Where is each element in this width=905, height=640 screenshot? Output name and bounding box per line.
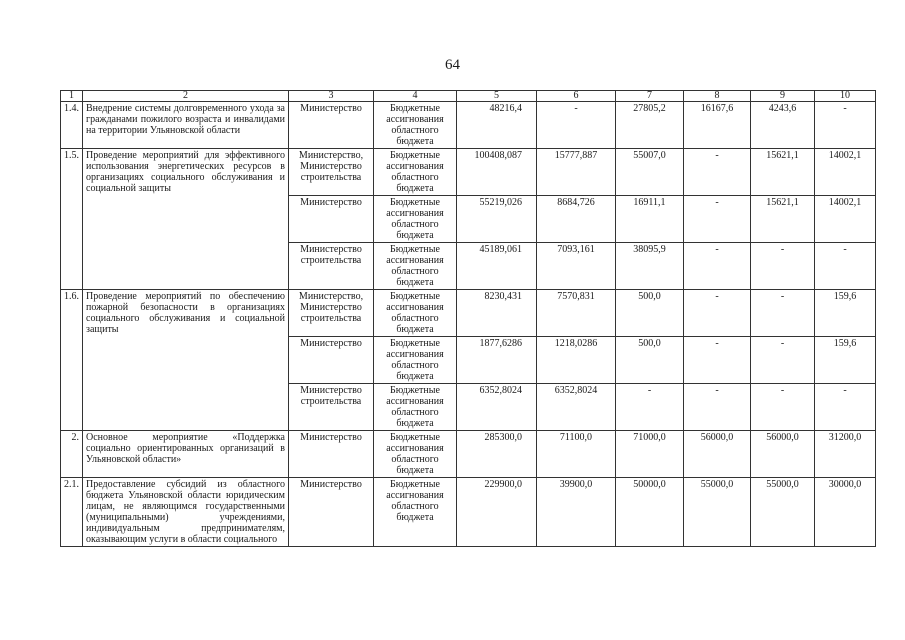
value-year: 55000,0: [751, 478, 815, 547]
table-row: [61, 149, 876, 196]
funding-source-cell: Бюджетные ассигнования областного бюджета: [374, 243, 457, 290]
executor-cell: Министерство, Министерство строительства: [289, 290, 374, 337]
value-year: -: [751, 290, 815, 337]
column-header: 5: [457, 91, 537, 102]
page-number: 64: [445, 57, 460, 73]
column-header: 7: [616, 91, 684, 102]
funding-source-cell: Бюджетные ассигнования областного бюджета: [374, 290, 457, 337]
column-header: 10: [815, 91, 876, 102]
value-year: -: [815, 102, 876, 149]
row-number: 2.1.: [61, 478, 83, 547]
row-number: 1.6.: [61, 290, 83, 431]
measure-name: Проведение мероприятий по обеспечению пожарной безопасности в организациях социального обслуживания и социальной защиты: [83, 290, 289, 431]
funding-source-cell: Бюджетные ассигнования областного бюджета: [374, 337, 457, 384]
value-year: 16167,6: [684, 102, 751, 149]
value-year: 16911,1: [616, 196, 684, 243]
value-year: 8684,726: [537, 196, 616, 243]
executor-cell: Министерство: [289, 337, 374, 384]
value-year: 31200,0: [815, 431, 876, 478]
funding-source-cell: Бюджетные ассигнования областного бюджета: [374, 102, 457, 149]
table-row: [61, 290, 876, 337]
table-row: [61, 478, 876, 547]
executor-cell: Министерство: [289, 102, 374, 149]
column-number-row: [61, 91, 876, 102]
value-year: 71000,0: [616, 431, 684, 478]
table-body: [61, 91, 876, 547]
funding-source-cell: Бюджетные ассигнования областного бюджета: [374, 478, 457, 547]
value-year: -: [684, 196, 751, 243]
row-number: 1.4.: [61, 102, 83, 149]
executor-cell: Министерство: [289, 196, 374, 243]
value-total: 1877,6286: [457, 337, 537, 384]
value-year: -: [537, 102, 616, 149]
value-total: 285300,0: [457, 431, 537, 478]
column-header: 9: [751, 91, 815, 102]
value-year: 4243,6: [751, 102, 815, 149]
executor-cell: Министерство, Министерство строительства: [289, 149, 374, 196]
value-year: 50000,0: [616, 478, 684, 547]
value-year: 500,0: [616, 290, 684, 337]
value-year: -: [815, 384, 876, 431]
value-year: 39900,0: [537, 478, 616, 547]
value-year: -: [616, 384, 684, 431]
value-year: 15777,887: [537, 149, 616, 196]
value-total: 45189,061: [457, 243, 537, 290]
value-year: 71100,0: [537, 431, 616, 478]
value-year: 7570,831: [537, 290, 616, 337]
funding-source-cell: Бюджетные ассигнования областного бюджета: [374, 384, 457, 431]
value-year: -: [684, 149, 751, 196]
value-year: 14002,1: [815, 196, 876, 243]
value-total: 55219,026: [457, 196, 537, 243]
value-year: 159,6: [815, 290, 876, 337]
value-year: -: [684, 337, 751, 384]
funding-source-cell: Бюджетные ассигнования областного бюджета: [374, 196, 457, 243]
value-year: 56000,0: [684, 431, 751, 478]
value-year: 55000,0: [684, 478, 751, 547]
value-year: -: [684, 290, 751, 337]
table-row: [61, 102, 876, 149]
value-total: 100408,087: [457, 149, 537, 196]
value-year: 56000,0: [751, 431, 815, 478]
value-year: 15621,1: [751, 149, 815, 196]
value-year: -: [751, 243, 815, 290]
value-year: 15621,1: [751, 196, 815, 243]
executor-cell: Министерство строительства: [289, 243, 374, 290]
value-year: -: [751, 384, 815, 431]
value-total: 48216,4: [457, 102, 537, 149]
measure-name: Предоставление субсидий из областного бюджета Ульяновской области юридическим лицам, не являющимся государственными (муниципальными) учреждениями, индивидуальным предпринимателям, оказывающим услуги в области социального: [83, 478, 289, 547]
measure-name: Основное мероприятие «Поддержка социально ориентированных организаций в Ульяновской области»: [83, 431, 289, 478]
column-header: 1: [61, 91, 83, 102]
value-year: -: [751, 337, 815, 384]
value-year: -: [684, 243, 751, 290]
column-header: 3: [289, 91, 374, 102]
value-year: 14002,1: [815, 149, 876, 196]
column-header: 8: [684, 91, 751, 102]
value-year: 27805,2: [616, 102, 684, 149]
funding-source-cell: Бюджетные ассигнования областного бюджета: [374, 149, 457, 196]
row-number: 1.5.: [61, 149, 83, 290]
measure-name: Проведение мероприятий для эффективного использования энергетических ресурсов в организациях социального обслуживания и социальной защиты: [83, 149, 289, 290]
value-year: 500,0: [616, 337, 684, 384]
value-total: 8230,431: [457, 290, 537, 337]
value-year: 30000,0: [815, 478, 876, 547]
column-header: 4: [374, 91, 457, 102]
value-total: 229900,0: [457, 478, 537, 547]
value-total: 6352,8024: [457, 384, 537, 431]
value-year: -: [684, 384, 751, 431]
value-year: 159,6: [815, 337, 876, 384]
value-year: 55007,0: [616, 149, 684, 196]
value-year: 6352,8024: [537, 384, 616, 431]
column-header: 6: [537, 91, 616, 102]
value-year: 1218,0286: [537, 337, 616, 384]
value-year: 38095,9: [616, 243, 684, 290]
table-row: [61, 431, 876, 478]
column-header: 2: [83, 91, 289, 102]
funding-source-cell: Бюджетные ассигнования областного бюджета: [374, 431, 457, 478]
executor-cell: Министерство: [289, 478, 374, 547]
executor-cell: Министерство: [289, 431, 374, 478]
value-year: -: [815, 243, 876, 290]
row-number: 2.: [61, 431, 83, 478]
executor-cell: Министерство строительства: [289, 384, 374, 431]
value-year: 7093,161: [537, 243, 616, 290]
budget-table: [60, 90, 876, 547]
measure-name: Внедрение системы долговременного ухода за гражданами пожилого возраста и инвалидами на территории Ульяновской области: [83, 102, 289, 149]
